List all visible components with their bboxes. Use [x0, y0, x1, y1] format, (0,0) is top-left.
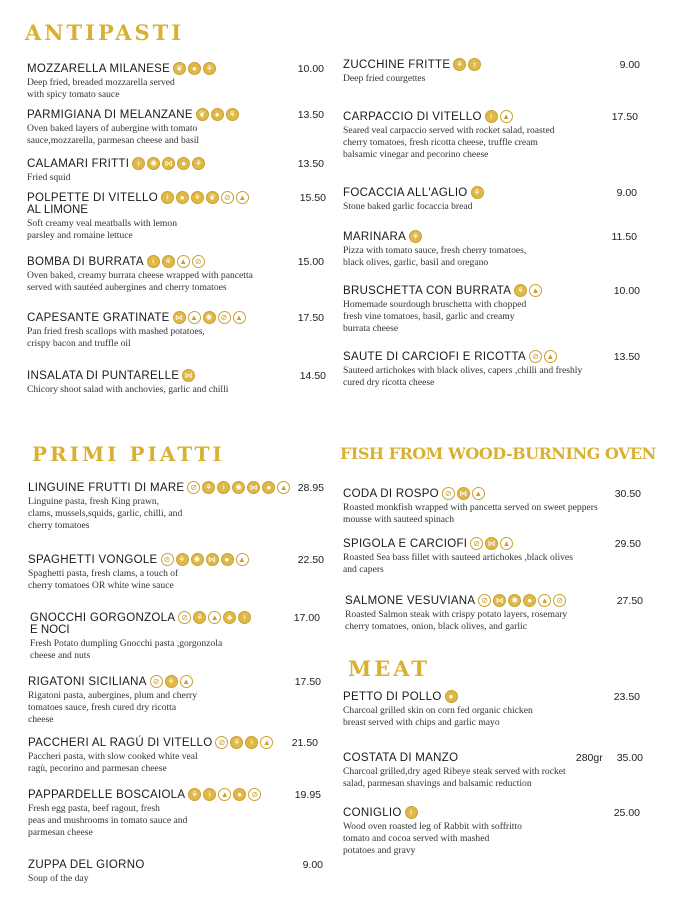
item-description: Deep fried courgettes — [343, 73, 426, 84]
no-icon: ⊘ — [192, 255, 205, 268]
milk-icon: ▲ — [529, 284, 542, 297]
allergen-icons — [215, 736, 273, 749]
fish-icon: ⋈ — [485, 537, 498, 550]
egg-icon: ● — [211, 108, 224, 121]
wheat-icon: ⚘ — [188, 788, 201, 801]
item-name-row — [27, 369, 195, 382]
item-price: 10.00 — [297, 62, 324, 75]
item-name: CAPESANTE GRATINATE — [27, 311, 170, 324]
menu-item — [28, 788, 321, 840]
menu-item — [343, 537, 641, 576]
section-title-fish: FISH FROM WOOD-BURNING OVEN — [340, 444, 656, 463]
allergen-icons — [471, 186, 484, 199]
celery-icon: ᚼ — [132, 157, 145, 170]
no-icon: ⊘ — [187, 481, 200, 494]
item-name-row — [27, 157, 205, 170]
milk-icon: ▲ — [500, 537, 513, 550]
allergen-icons — [442, 487, 485, 500]
celery-icon: ᚼ — [161, 191, 174, 204]
milk-icon: ▲ — [544, 350, 557, 363]
item-description: Deep fried, breaded mozzarella served with spicy tomato sauce — [27, 77, 175, 101]
milk-icon: ▲ — [538, 594, 551, 607]
crab-icon: ✺ — [508, 594, 521, 607]
item-price: 23.50 — [613, 690, 640, 703]
wheat-icon: ⚘ — [162, 255, 175, 268]
item-name: SAUTE DI CARCIOFI E RICOTTA — [343, 350, 526, 363]
allergen-icons — [132, 157, 205, 170]
item-price: 25.00 — [613, 806, 640, 819]
item-price: 13.50 — [613, 350, 640, 363]
item-price: 11.50 — [611, 230, 637, 243]
item-description: Charcoal grilled skin on corn fed organic chicken breast served with chips and garlic mayo — [343, 705, 533, 729]
item-description: Rigatoni pasta, aubergines, plum and cherry tomatoes sauce, fresh cured dry ricotta cheese — [28, 690, 198, 726]
item-name: BRUSCHETTA CON BURRATA — [343, 284, 512, 297]
item-name-row — [343, 690, 458, 703]
item-name: INSALATA DI PUNTARELLE — [27, 369, 180, 382]
item-price: 14.50 — [299, 369, 326, 382]
nut-icon: ♣ — [223, 611, 236, 624]
item-price: 27.50 — [616, 594, 643, 607]
item-name: PAPPARDELLE BOSCAIOLA — [28, 788, 186, 801]
wheat-icon: ⚘ — [471, 186, 484, 199]
celery-icon: ᚼ — [468, 58, 481, 71]
no-icon: ⊘ — [529, 350, 542, 363]
item-name-row — [28, 736, 273, 749]
item-name-row — [343, 537, 513, 550]
item-price: 17.50 — [294, 675, 321, 688]
item-name: PETTO DI POLLO — [343, 690, 442, 703]
menu-item — [28, 859, 323, 885]
allergen-icons — [173, 62, 216, 75]
item-description: Roasted Sea bass fillet with sauteed artichokes ,black olives and capers — [343, 552, 573, 576]
item-name: FOCACCIA ALL'AGLIO — [343, 186, 468, 199]
item-name-row — [27, 255, 205, 268]
no-icon: ⊘ — [248, 788, 261, 801]
wheat-icon: ⚘ — [202, 481, 215, 494]
menu-item — [27, 191, 326, 242]
item-description: Fried squid — [27, 172, 71, 183]
item-name-row — [27, 191, 249, 204]
menu-item — [343, 350, 640, 389]
item-name: SPIGOLA E CARCIOFI — [343, 537, 468, 550]
crab-icon: ✺ — [232, 481, 245, 494]
wheat-icon: ⚘ — [165, 675, 178, 688]
fish-icon: ⋈ — [457, 487, 470, 500]
allergen-icons — [409, 230, 422, 243]
egg-icon: ● — [188, 62, 201, 75]
no-icon: ⊘ — [150, 675, 163, 688]
menu-item — [343, 58, 640, 85]
celery-icon: ᚼ — [147, 255, 160, 268]
wheat-icon: ⚘ — [230, 736, 243, 749]
egg-icon: ● — [177, 157, 190, 170]
crab-icon: ✺ — [147, 157, 160, 170]
menu-item — [27, 62, 324, 101]
item-description: Pizza with tomato sauce, fresh cherry tomatoes, black olives, garlic, basil and oregano — [343, 245, 527, 269]
item-name: SALMONE VESUVIANA — [345, 594, 476, 607]
fish-icon: ⋈ — [182, 369, 195, 382]
menu-item — [30, 611, 320, 662]
allergen-icons — [187, 481, 290, 494]
item-name-row — [27, 311, 246, 324]
menu-item — [28, 736, 318, 775]
menu-item — [345, 594, 643, 633]
item-description: Soft creamy veal meatballs with lemon parsley and romaine lettuce — [27, 218, 177, 242]
allergen-icons — [150, 675, 193, 688]
milk-icon: ▲ — [180, 675, 193, 688]
item-name-row — [27, 108, 239, 121]
item-name-row — [28, 553, 249, 566]
allergen-icons — [485, 110, 513, 123]
item-name: CALAMARI FRITTI — [27, 157, 130, 170]
allergen-icons — [178, 611, 251, 624]
item-name-row — [343, 186, 484, 199]
item-description: Fresh Potato dumpling Gnocchi pasta ,gorgonzola cheese and nuts — [30, 638, 223, 662]
item-name: PACCHERI AL RAGÚ DI VITELLO — [28, 736, 213, 749]
fish-icon: ⋈ — [206, 553, 219, 566]
section-title-primi: PRIMI PIATTI — [32, 442, 225, 466]
milk-icon: ▲ — [218, 788, 231, 801]
milk-icon: ▲ — [236, 191, 249, 204]
item-description: Linguine pasta, fresh King prawn, clams, mussels,squids, garlic, chilli, and cherry tomatoes — [28, 496, 183, 532]
wheat-icon: ⚘ — [191, 191, 204, 204]
item-name: MOZZARELLA MILANESE — [27, 62, 171, 75]
egg-icon: ● — [262, 481, 275, 494]
fish-icon: ⋈ — [173, 311, 186, 324]
item-name-row — [343, 110, 513, 123]
item-description: Oven baked layers of aubergine with tomato sauce,mozzarella, parmesan cheese and basil — [27, 123, 200, 147]
item-price: 13.50 — [297, 108, 324, 121]
menu-item — [343, 487, 641, 526]
menu-item — [27, 157, 324, 184]
egg-icon: ● — [221, 553, 234, 566]
milk-icon: ▲ — [260, 736, 273, 749]
item-name-row — [343, 487, 485, 500]
item-price: 9.00 — [619, 58, 640, 71]
no-icon: ⊘ — [218, 311, 231, 324]
allergen-icons — [453, 58, 481, 71]
allergen-icons — [405, 806, 418, 819]
item-description: Chicory shoot salad with anchovies, garlic and chilli — [27, 384, 229, 395]
item-description: Fresh egg pasta, beef ragout, fresh peas and mushrooms in tomato sauce and parmesan cheese — [28, 803, 188, 839]
item-description: Roasted monkfish wrapped with pancetta served on sweet peppers mousse with sauteed spinach — [343, 502, 598, 526]
item-name-row — [343, 230, 422, 243]
celery-icon: ᚼ — [405, 806, 418, 819]
item-name-row — [28, 481, 290, 494]
item-name-continued: E NOCI — [30, 624, 70, 636]
item-description: Oven baked, creamy burrata cheese wrapped with pancetta served with sautéed aubergines and cherry tomatoes — [27, 270, 253, 294]
item-description: Paccheri pasta, with slow cooked white veal ragù, pecorino and parmesan cheese — [28, 751, 198, 775]
item-price: 15.50 — [299, 191, 326, 204]
item-name: SPAGHETTI VONGOLE — [28, 553, 158, 566]
item-price: 29.50 — [614, 537, 641, 550]
allergen-icons — [161, 191, 249, 204]
item-price: 9.00 — [616, 186, 637, 199]
item-price: 21.50 — [291, 736, 318, 749]
item-name-row — [343, 284, 542, 297]
milk-icon: ▲ — [236, 553, 249, 566]
egg-icon: ● — [176, 191, 189, 204]
menu-item — [27, 108, 324, 147]
item-name-row — [343, 752, 458, 764]
item-name: PARMIGIANA DI MELANZANE — [27, 108, 193, 121]
menu-item — [343, 284, 640, 336]
menu-item — [28, 553, 324, 592]
item-price: 17.50 — [611, 110, 638, 123]
wheat-icon: ⚘ — [176, 553, 189, 566]
no-icon: ⊘ — [478, 594, 491, 607]
allergen-icons — [188, 788, 261, 801]
allergen-icons — [470, 537, 513, 550]
no-icon: ⊘ — [470, 537, 483, 550]
item-price: 17.50 — [297, 311, 324, 324]
menu-item — [343, 806, 640, 858]
milk-icon: ▲ — [208, 611, 221, 624]
item-description: Roasted Salmon steak with crispy potato layers, rosemary cherry tomatoes, onion, black olives, and garlic — [345, 609, 568, 633]
menu-item — [343, 752, 643, 790]
allergen-icons — [529, 350, 557, 363]
item-name-row — [28, 859, 145, 871]
item-name-continued: AL LIMONE — [27, 204, 88, 216]
item-price: 28.95 — [297, 481, 324, 494]
item-name-row — [30, 611, 251, 624]
section-title-antipasti: ANTIPASTI — [25, 20, 185, 45]
item-description: Pan fried fresh scallops with mashed potatoes, crispy bacon and truffle oil — [27, 326, 205, 350]
no-icon: ⊘ — [215, 736, 228, 749]
crab-icon: ✺ — [203, 311, 216, 324]
item-description: Sauteed artichokes with black olives, capers ,chilli and freshly cured dry ricotta cheese — [343, 365, 583, 389]
allergen-icons — [147, 255, 205, 268]
item-name: ZUPPA DEL GIORNO — [28, 859, 145, 871]
item-name: MARINARA — [343, 230, 407, 243]
leaf-icon: ❦ — [196, 108, 209, 121]
item-description: Soup of the day — [28, 873, 89, 884]
wheat-icon: ⚘ — [193, 611, 206, 624]
item-price: 15.00 — [297, 255, 324, 268]
item-name-row — [28, 788, 261, 801]
menu-item — [27, 311, 324, 350]
menu-item — [28, 675, 321, 727]
wheat-icon: ⚘ — [514, 284, 527, 297]
item-price: 17.00 — [293, 611, 320, 624]
item-name: BOMBA DI BURRATA — [27, 255, 144, 268]
no-icon: ⊘ — [161, 553, 174, 566]
item-name-row — [28, 675, 193, 688]
item-name: CARPACCIO DI VITELLO — [343, 110, 482, 123]
milk-icon: ▲ — [233, 311, 246, 324]
menu-item — [343, 110, 638, 162]
allergen-icons — [514, 284, 542, 297]
item-name-row — [345, 594, 566, 607]
wheat-icon: ⚘ — [409, 230, 422, 243]
celery-icon: ᚼ — [238, 611, 251, 624]
item-name: ZUCCHINE FRITTE — [343, 58, 451, 71]
fish-icon: ⋈ — [162, 157, 175, 170]
celery-icon: ᚼ — [485, 110, 498, 123]
fish-icon: ⋈ — [247, 481, 260, 494]
menu-item — [27, 369, 326, 396]
section-title-meat: MEAT — [348, 656, 431, 681]
item-price: 13.50 — [297, 157, 324, 170]
menu-item — [27, 255, 324, 294]
item-weight: 280gr — [575, 752, 603, 764]
menu-item — [343, 186, 637, 213]
milk-icon: ▲ — [177, 255, 190, 268]
allergen-icons — [161, 553, 249, 566]
milk-icon: ▲ — [277, 481, 290, 494]
menu-item — [343, 230, 637, 269]
item-price: 9.00 — [302, 859, 323, 871]
item-name: GNOCCHI GORGONZOLA — [30, 611, 176, 624]
fish-icon: ⋈ — [493, 594, 506, 607]
item-name-row — [27, 62, 216, 75]
celery-icon: ᚼ — [217, 481, 230, 494]
item-description: Charcoal grilled,dry aged Ribeye steak served with rocket salad, parmesan shavings and balsamic reduction — [343, 766, 566, 790]
no-icon: ⊘ — [178, 611, 191, 624]
allergen-icons — [478, 594, 566, 607]
item-description: Seared veal carpaccio served with rocket salad, roasted cherry tomatoes, fresh ricotta cheese, truffle cream balsamic vinegar and pecorino cheese — [343, 125, 555, 161]
item-price: 30.50 — [614, 487, 641, 500]
allergen-icons — [173, 311, 246, 324]
item-name: RIGATONI SICILIANA — [28, 675, 147, 688]
egg-icon: ● — [523, 594, 536, 607]
item-description: Wood oven roasted leg of Rabbit with soffritto tomato and cocoa served with mashed potatoes and gravy — [343, 821, 522, 857]
allergen-icons — [445, 690, 458, 703]
leaf-icon: ❦ — [173, 62, 186, 75]
item-name: CONIGLIO — [343, 806, 402, 819]
allergen-icons — [196, 108, 239, 121]
wheat-icon: ⚘ — [453, 58, 466, 71]
leaf-icon: ❦ — [206, 191, 219, 204]
item-price: 22.50 — [297, 553, 324, 566]
item-description: Stone baked garlic focaccia bread — [343, 201, 473, 212]
crab-icon: ✺ — [191, 553, 204, 566]
item-description: Homemade sourdough bruschetta with chopped fresh vine tomatoes, basil, garlic and creamy burrata cheese — [343, 299, 527, 335]
item-name: COSTATA DI MANZO — [343, 752, 459, 764]
item-name: LINGUINE FRUTTI DI MARE — [28, 481, 185, 494]
item-price: 35.00 — [616, 752, 643, 764]
item-name-row — [343, 58, 481, 71]
no-icon: ⊘ — [553, 594, 566, 607]
milk-icon: ▲ — [472, 487, 485, 500]
celery-icon: ᚼ — [245, 736, 258, 749]
milk-icon: ▲ — [188, 311, 201, 324]
celery-icon: ᚼ — [203, 788, 216, 801]
menu-item — [343, 690, 640, 729]
item-name: CODA DI ROSPO — [343, 487, 439, 500]
item-price: 19.95 — [294, 788, 321, 801]
wheat-icon: ⚘ — [192, 157, 205, 170]
allergen-icons — [182, 369, 195, 382]
no-icon: ⊘ — [221, 191, 234, 204]
no-icon: ⊘ — [442, 487, 455, 500]
item-price: 10.00 — [613, 284, 640, 297]
item-name-row — [343, 350, 557, 363]
wheat-icon: ⚘ — [226, 108, 239, 121]
egg-icon: ● — [445, 690, 458, 703]
milk-icon: ▲ — [500, 110, 513, 123]
item-description: Spaghetti pasta, fresh clams, a touch of cherry tomatoes OR white wine sauce — [28, 568, 179, 592]
egg-icon: ● — [233, 788, 246, 801]
menu-item — [28, 481, 324, 533]
item-name-row — [343, 806, 418, 819]
wheat-icon: ⚘ — [203, 62, 216, 75]
item-name: POLPETTE DI VITELLO — [27, 191, 158, 204]
